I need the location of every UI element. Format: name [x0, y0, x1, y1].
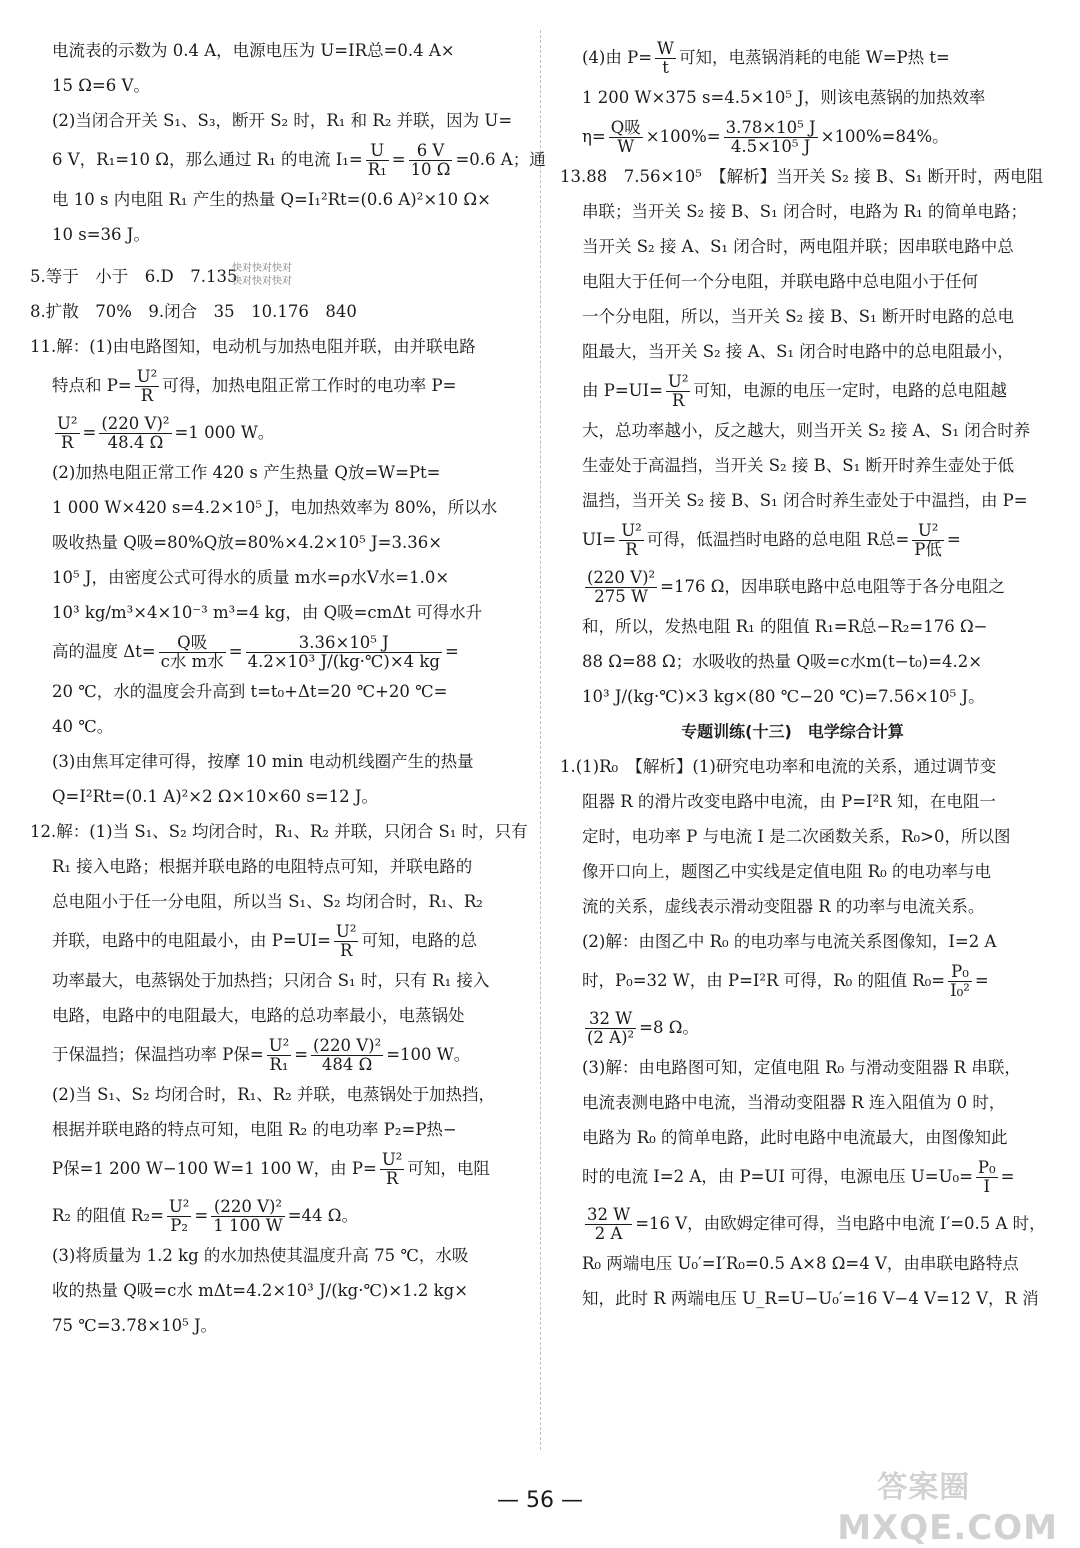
fraction: $\frac{\text{(220 V)²}}{484 \Omega}$ [313, 1036, 382, 1074]
fraction: $\frac{\text{(220 V)²}}{275 W}$ [587, 568, 656, 606]
text-line: (3)由焦耳定律可得，按摩 10 min 电动机线圈产生的热量 [52, 752, 474, 771]
fraction: $\frac{\text{(220 V)²}}{1 100 W}$ [213, 1197, 283, 1235]
fraction: $\frac{\text{3.78×10⁵ J}}{\text{4.5×10⁵ J}}$ [725, 118, 816, 156]
formula-line: 时的电流 I=2 A，由 P=UI 可得，电源电压 U=U₀= $\frac{\text{P₀}}{I}$ = [582, 1158, 1015, 1196]
left-column [30, 40, 546, 1337]
formula-line: 时，P₀=32 W，由 P=I²R 可得，R₀ 的阻值 R₀= $\frac{\text{P₀}}{\text{I₀²}}$ = [582, 962, 989, 1000]
text-line: 定时，电功率 P 与电流 I 是二次函数关系，R₀>0，所以图 [582, 827, 1011, 846]
text-line: 大，总功率越小，反之越大，则当开关 S₂ 接 A、S₁ 闭合时养 [582, 421, 1031, 440]
text-line: 根据并联电路的特点可知，电阻 R₂ 的电功率 P₂=P热− [52, 1120, 457, 1139]
text-line: 串联；当开关 S₂ 接 B、S₁ 闭合时，电路为 R₁ 的简单电路； [582, 202, 1027, 221]
text-line: 阻最大，当开关 S₂ 接 A、S₁ 闭合时电路中的总电阻最小， [582, 342, 1014, 361]
fraction: $\frac{\text{3.36×10⁵ J}}{\text{4.2×10³ J/(kg·℃)×4 kg}}$ [247, 633, 440, 671]
text-line: 12.解：(1)当 S₁、S₂ 均闭合时，R₁、R₂ 并联，只闭合 S₁ 时，只有 [30, 822, 528, 841]
fraction: $\frac{\text{U²}}{R}$ [667, 372, 689, 410]
fraction: $\frac{32 W}{\text{(2 A)²}}$ [587, 1009, 635, 1047]
fraction: $\frac{U}{\text{R₁}}$ [367, 141, 387, 179]
fraction: Q吸 W [610, 118, 641, 156]
fraction: $\frac{W}{t}$ [657, 39, 675, 77]
formula-line: $\frac{32 W}{2 A}$ =16 V，由欧姆定律可得，当电路中电流 I′=0.5 A 时， [587, 1205, 1046, 1243]
text-line: 收的热量 Q吸=c水 mΔt=4.2×10³ J/(kg·℃)×1.2 kg× [52, 1281, 469, 1300]
formula-line: 由 P=UI= $\frac{\text{U²}}{R}$ 可知，电源的电压一定时，电路的总电阻越 [582, 372, 1007, 410]
fraction: $\frac{\text{U²}}{R}$ [136, 367, 158, 405]
formula-line: UI= $\frac{\text{U²}}{R}$ 可得，低温挡时电路的总电阻 R总= U² P低 = [582, 521, 961, 559]
answer-line: 8.扩散 70% 9.闭合 35 10.176 840 [30, 302, 357, 321]
formula-line: 6 V，R₁=10 Ω，那么通过 R₁ 的电流 I₁= $\frac{U}{\text{R₁}}$ = $\frac{6 V}{10 \Omega}$ =0.6 A；通 [52, 141, 546, 179]
right-column [560, 39, 1046, 1310]
text-line: 流的关系，虚线表示滑动变阻器 R 的功率与电流关系。 [582, 897, 985, 916]
text-line: 75 ℃=3.78×10⁵ J。 [52, 1316, 218, 1335]
section-title: 专题训练(十三) 电学综合计算 [681, 722, 904, 741]
formula-line: 特点和 P= $\frac{\text{U²}}{R}$ 可得，加热电阻正常工作时的电功率 P= [52, 367, 457, 405]
text-line: (3)将质量为 1.2 kg 的水加热使其温度升高 75 ℃，水吸 [52, 1246, 469, 1265]
text-line: 10³ kg/m³×4×10⁻³ m³=4 kg，由 Q吸=cmΔt 可得水升 [52, 603, 483, 622]
formula-line: R₂ 的阻值 R₂= $\frac{\text{U²}}{\text{P₂}}$ = $\frac{\text{(220 V)²}}{1 100 W}$ =44 Ω。 [52, 1197, 358, 1235]
text-line: 生壶处于高温挡，当开关 S₂ 接 B、S₁ 断开时养生壶处于低 [582, 456, 1014, 475]
fraction: $\frac{6 V}{10 \Omega}$ [410, 141, 451, 179]
fraction: $\frac{\text{U²}}{R}$ [381, 1150, 403, 1188]
watermark-text: 快对快对快对 快对快对快对 [232, 263, 292, 287]
text-line: (2)解：由图乙中 R₀ 的电功率与电流关系图像知，I=2 A [582, 932, 997, 951]
fraction: Q吸 c水 m水 [160, 633, 224, 671]
text-line: 电路，电路中的电阻最大，电路的总功率最小，电蒸锅处 [52, 1006, 465, 1025]
answer-line: 5.等于 小于 6.D 7.135 [30, 267, 238, 286]
text-line: 电流表测电路中电流，当滑动变阻器 R 连入阻值为 0 时， [582, 1093, 1006, 1112]
text-line: Q=I²Rt=(0.1 A)²×2 Ω×10×60 s=12 J。 [52, 787, 379, 806]
formula-line: $\frac{\text{U²}}{R}$ = $\frac{\text{(220 V)²}}{48.4 \Omega}$ =1 000 W。 [57, 414, 275, 452]
text-line: 10³ J/(kg·℃)×3 kg×(80 ℃−20 ℃)=7.56×10⁵ J。 [582, 687, 985, 706]
site-logo: 答案圈 MXQE.COM [837, 1470, 1058, 1548]
fraction: U² P低 [914, 521, 942, 559]
text-line: 像开口向上，题图乙中实线是定值电阻 R₀ 的电功率与电 [582, 862, 992, 881]
text-line: 1 000 W×420 s=4.2×10⁵ J，电加热效率为 80%，所以水 [52, 498, 498, 517]
fraction: $\frac{\text{P₀}}{I}$ [977, 1158, 996, 1196]
text-line: 温挡，当开关 S₂ 接 B、S₁ 闭合时养生壶处于中温挡，由 P= [582, 491, 1028, 510]
formula-line: $\frac{\text{(220 V)²}}{275 W}$ =176 Ω，因串联电路中总电阻等于各分电阻之 [587, 568, 1005, 606]
text-line: (2)当 S₁、S₂ 均闭合时，R₁、R₂ 并联，电蒸锅处于加热挡， [52, 1085, 496, 1104]
text-line: (2)加热电阻正常工作 420 s 产生热量 Q放=W=Pt= [52, 463, 441, 482]
text-line: 当开关 S₂ 接 A、S₁ 闭合时，两电阻并联；因串联电路中总 [582, 237, 1014, 256]
text-line: 1.(1)R₀ 【解析】(1)研究电功率和电流的关系，通过调节变 [560, 757, 997, 776]
text-line: 15 Ω=6 V。 [52, 76, 150, 95]
text-line: R₁ 接入电路；根据并联电路的电阻特点可知，并联电路的 [52, 857, 473, 876]
text-line: R₀ 两端电压 U₀′=I′R₀=0.5 A×8 Ω=4 V，由串联电路特点 [582, 1254, 1019, 1273]
text-line: 11.解：(1)由电路图知，电动机与加热电阻并联，由并联电路 [30, 337, 476, 356]
text-line: 电流表的示数为 0.4 A，电源电压为 U=IR总=0.4 A× [52, 41, 455, 60]
formula-line: η= Q吸 W ×100%= $\frac{\text{3.78×10⁵ J}}{\text{4.5×10⁵ J}}$ ×100%=84%。 [582, 118, 949, 156]
text-line: 和，所以，发热电阻 R₁ 的阻值 R₁=R总−R₂=176 Ω− [582, 617, 988, 636]
fraction: $\frac{\text{U²}}{R}$ [57, 414, 78, 452]
page-number: — 56 — [497, 1488, 583, 1513]
formula-line: (4)由 P= $\frac{W}{t}$ 可知，电蒸锅消耗的电能 W=P热 t= [582, 39, 950, 77]
fraction: $\frac{\text{P₀}}{\text{I₀²}}$ [950, 962, 970, 1000]
fraction: $\frac{\text{U²}}{R}$ [335, 922, 357, 960]
text-line: 总电阻小于任一分电阻，所以当 S₁、S₂ 均闭合时，R₁、R₂ [52, 892, 483, 911]
fraction: $\frac{\text{U²}}{\text{P₂}}$ [168, 1197, 190, 1235]
formula-line: 高的温度 Δt= Q吸 c水 m水 = $\frac{\text{3.36×10⁵ J}}{\text{4.2×10³ J/(kg·℃)×4 kg}}$ = [52, 633, 459, 671]
formula-line: $\frac{32 W}{\text{(2 A)²}}$ =8 Ω。 [587, 1009, 699, 1047]
fraction: $\frac{\text{(220 V)²}}{48.4 \Omega}$ [101, 414, 170, 452]
text-line: 电阻大于任何一个分电阻，并联电路中总电阻小于任何 [582, 272, 978, 291]
text-line: (2)当闭合开关 S₁、S₃，断开 S₂ 时，R₁ 和 R₂ 并联，因为 U= [52, 111, 513, 130]
formula-line: 并联，电路中的电阻最小，由 P=UI= $\frac{\text{U²}}{R}$ 可知，电路的总 [52, 922, 477, 960]
text-line: 吸收热量 Q吸=80%Q放=80%×4.2×10⁵ J=3.36× [52, 533, 443, 552]
fraction: $\frac{32 W}{2 A}$ [587, 1205, 631, 1243]
text-line: 10⁵ J，由密度公式可得水的质量 m水=ρ水V水=1.0× [52, 568, 450, 587]
text-line: 13.88 7.56×10⁵ 【解析】当开关 S₂ 接 B、S₁ 断开时，两电阻 [560, 167, 1044, 186]
text-line: 40 ℃。 [52, 717, 114, 736]
text-line: 1 200 W×375 s=4.5×10⁵ J，则该电蒸锅的加热效率 [582, 88, 986, 107]
text-line: 电路为 R₀ 的简单电路，此时电路中电流最大，由图像知此 [582, 1128, 1008, 1147]
fraction: $\frac{\text{U²}}{\text{R₁}}$ [268, 1036, 290, 1074]
fraction: $\frac{\text{U²}}{R}$ [621, 521, 642, 559]
text-line: 电 10 s 内电阻 R₁ 产生的热量 Q=I₁²Rt=(0.6 A)²×10 Ω× [52, 190, 491, 209]
text-line: (3)解：由电路图可知，定值电阻 R₀ 与滑动变阻器 R 串联， [582, 1058, 1021, 1077]
text-line: 一个分电阻，所以，当开关 S₂ 接 B、S₁ 断开时电路的总电 [582, 307, 1014, 326]
text-line: 功率最大，电蒸锅处于加热挡；只闭合 S₁ 时，只有 R₁ 接入 [52, 971, 490, 990]
text-line: 阻器 R 的滑片改变电路中电流，由 P=I²R 知，在电阻一 [582, 792, 996, 811]
text-line: 10 s=36 J。 [52, 225, 150, 244]
column-divider [540, 30, 541, 1450]
text-line: 知，此时 R 两端电压 U_R=U−U₀′=16 V−4 V=12 V，R 消 [582, 1289, 1039, 1308]
formula-line: 于保温挡；保温挡功率 P保= $\frac{\text{U²}}{\text{R₁}}$ = $\frac{\text{(220 V)²}}{484 \Omega}$ =100 W。 [52, 1036, 471, 1074]
formula-line: P保=1 200 W−100 W=1 100 W，由 P= $\frac{\text{U²}}{R}$ 可知，电阻 [52, 1150, 490, 1188]
text-line: 20 ℃，水的温度会升高到 t=t₀+Δt=20 ℃+20 ℃= [52, 682, 448, 701]
text-line: 88 Ω=88 Ω；水吸收的热量 Q吸=c水m(t−t₀)=4.2× [582, 652, 983, 671]
